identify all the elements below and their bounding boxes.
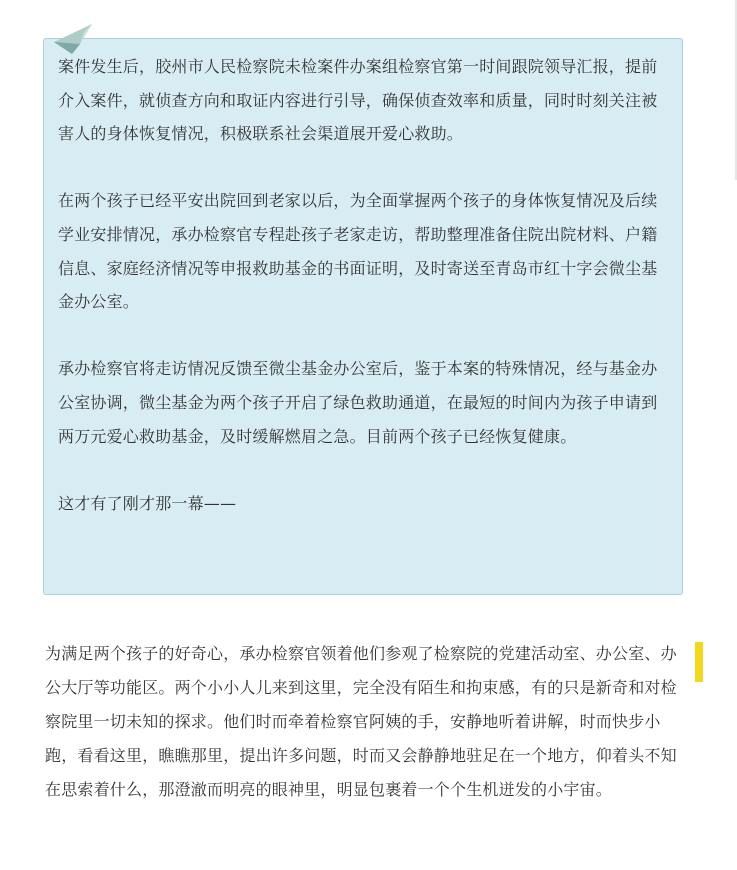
paper-fold-corner-icon bbox=[54, 22, 94, 56]
card-paragraph-2: 在两个孩子已经平安出院回到老家以后，为全面掌握两个孩子的身体恢复情况及后续学业安排情况，承办检察官专程赴孩子老家走访，帮助整理准备住院出院材料、户籍信息、家庭经济情况等申报救助基金的书面证明，及时寄送至青岛市红十字会微尘基金办公室。 bbox=[58, 191, 658, 312]
body-paragraph: 为满足两个孩子的好奇心，承办检察官领着他们参观了检察院的党建活动室、办公室、办公大厅等功能区。两个小小人儿来到这里，完全没有陌生和拘束感，有的只是新奇和对检察院里一切未知的探求。他们时而牵着检察官阿姨的手，安静地听着讲解，时而快步小跑，看看这里，瞧瞧那里，提出许多问题，时而又会静静地驻足在一个地方，仰着头不知在思索着什么，那澄澈而明亮的眼神里，明显包裹着一个个生机迸发的小宇宙。 bbox=[45, 644, 677, 799]
card-paragraph-3: 承办检察官将走访情况反馈至微尘基金办公室后，鉴于本案的特殊情况，经与基金办公室协调，微尘基金为两个孩子开启了绿色救助通道，在最短的时间内为孩子申请到两万元爱心救助基金，及时缓解燃眉之急。目前两个孩子已经恢复健康。 bbox=[58, 359, 658, 446]
article-body bbox=[45, 637, 685, 807]
side-accent-bar bbox=[695, 642, 703, 682]
quote-card bbox=[43, 38, 683, 595]
card-paragraph-4: 这才有了刚才那一幕—— bbox=[58, 493, 237, 513]
card-paragraph-1: 案件发生后，胶州市人民检察院未检案件办案组检察官第一时间跟院领导汇报，提前介入案件，就侦查方向和取证内容进行引导，确保侦查效率和质量，同时时刻关注被害人的身体恢复情况，积极联系社会渠道展开爱心救助。 bbox=[58, 57, 658, 144]
